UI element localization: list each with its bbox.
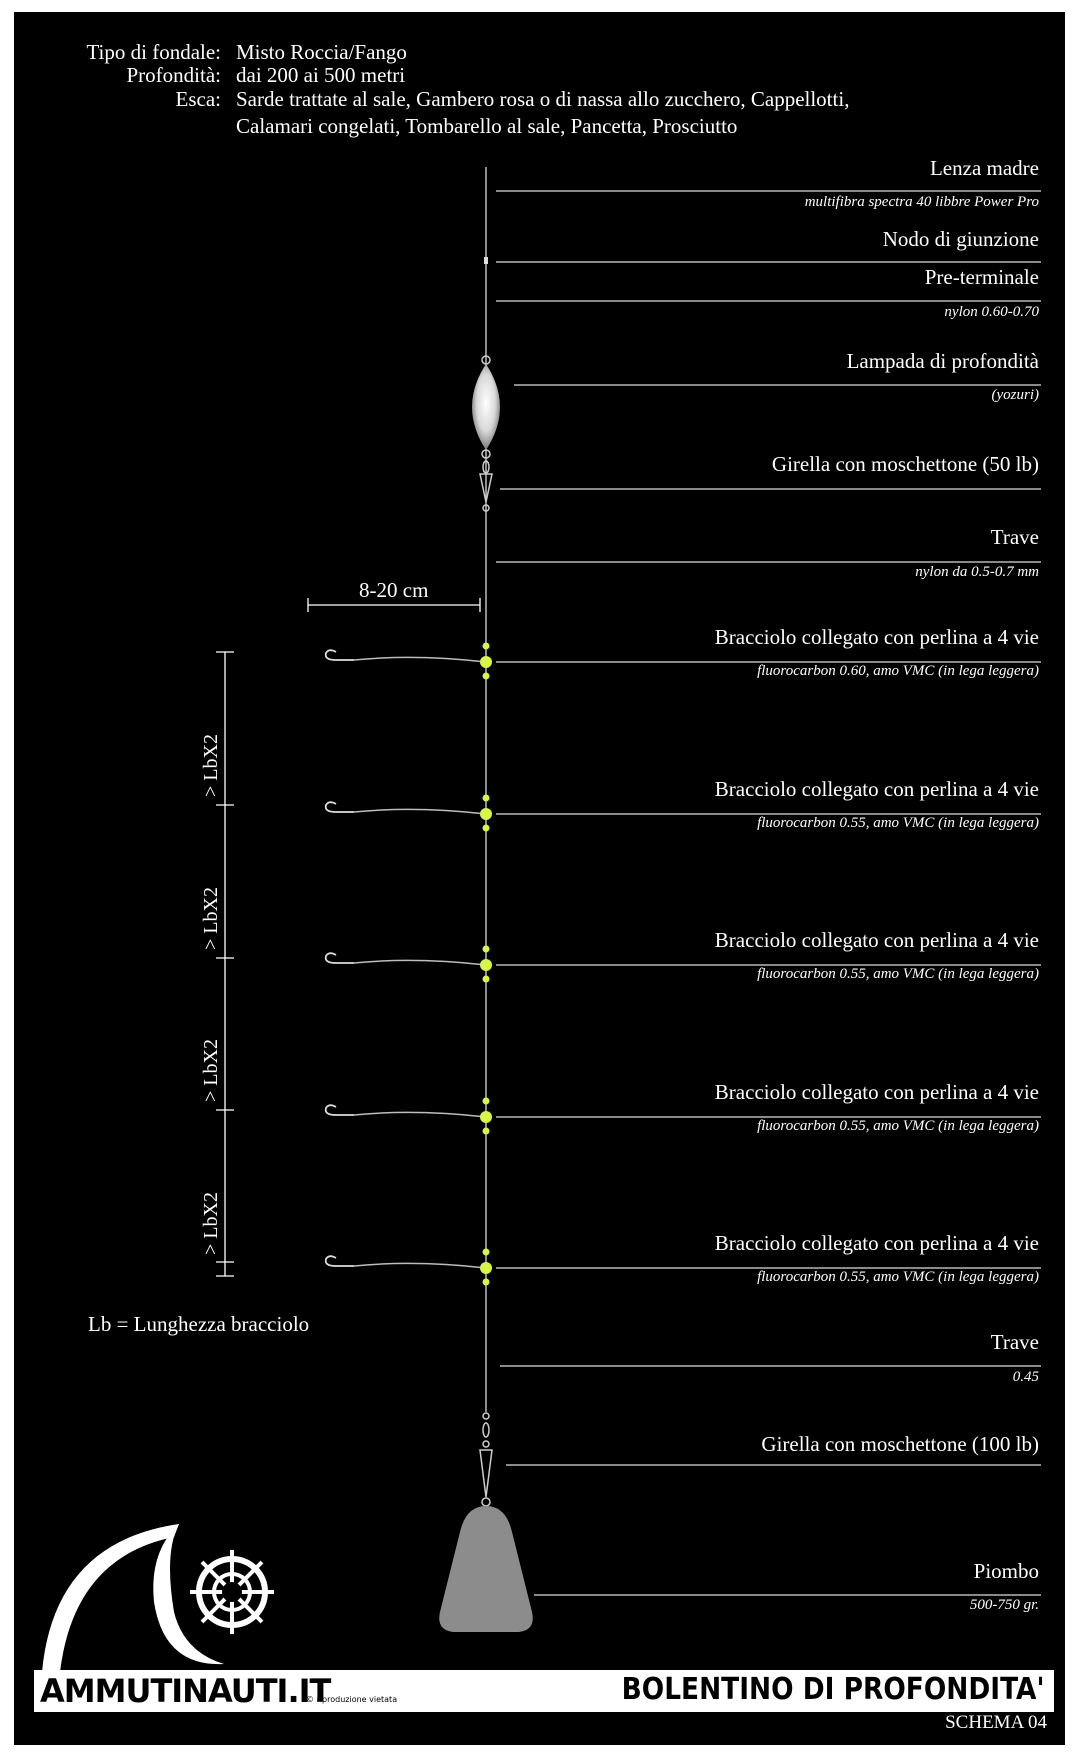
copyright-text: © riproduzione vietata xyxy=(306,1695,398,1704)
sub-lenza-madre: multifibra spectra 40 libbre Power Pro xyxy=(804,194,1039,210)
esca-line-1: Sarde trattate al sale, Gambero rosa o di nassa allo zucchero, Cappellotti, xyxy=(236,87,850,111)
dropper-line xyxy=(354,1263,486,1268)
branch-2 xyxy=(326,795,492,832)
diagram-title: BOLENTINO DI PROFONDITA' xyxy=(622,1672,1045,1707)
diagram-canvas xyxy=(14,12,1065,1745)
sub-trave-2: 0.45 xyxy=(1012,1369,1039,1385)
dropper-line xyxy=(354,657,486,662)
sub-bracciolo-4: fluorocarbon 0.55, amo VMC (in lega leggera) xyxy=(757,1118,1039,1134)
branch-3 xyxy=(326,946,492,983)
branch-1 xyxy=(326,643,492,680)
sub-bracciolo-3: fluorocarbon 0.55, amo VMC (in lega leggera) xyxy=(757,966,1039,982)
bead-icon xyxy=(480,959,492,971)
junction-knot xyxy=(484,257,488,264)
bead-icon xyxy=(480,656,492,668)
label-girella-1: Girella con moschettone (50 lb) xyxy=(771,452,1039,476)
leader-lines xyxy=(496,191,1041,1595)
logo-icon xyxy=(42,1524,274,1672)
label-bracciolo-2: Bracciolo collegato con perlina a 4 vie xyxy=(714,777,1039,801)
spacing-label-2: > LbX2 xyxy=(200,887,222,950)
label-trave-1: Trave xyxy=(990,525,1039,549)
spacing-label-1: > LbX2 xyxy=(200,734,222,797)
lamp-icon xyxy=(472,364,500,450)
label-bracciolo-5: Bracciolo collegato con perlina a 4 vie xyxy=(714,1231,1039,1255)
sinker-icon xyxy=(439,1506,533,1632)
profondita-key: Profondità: xyxy=(126,63,221,87)
fondale-key: Tipo di fondale: xyxy=(86,40,221,64)
dropper-line xyxy=(354,809,486,814)
sub-trave-1: nylon da 0.5-0.7 mm xyxy=(915,564,1039,580)
label-pre-terminale: Pre-terminale xyxy=(924,265,1039,289)
label-nodo: Nodo di giunzione xyxy=(882,227,1039,251)
label-lenza-madre: Lenza madre xyxy=(929,156,1039,180)
label-piombo: Piombo xyxy=(973,1559,1039,1583)
branches-group xyxy=(326,643,492,1286)
sub-lampada: (yozuri) xyxy=(991,387,1039,403)
fondale-value: Misto Roccia/Fango xyxy=(236,40,407,64)
esca-key: Esca: xyxy=(175,87,221,111)
label-bracciolo-1: Bracciolo collegato con perlina a 4 vie xyxy=(714,625,1039,649)
schema-number: SCHEMA 04 xyxy=(945,1712,1047,1733)
bead-icon xyxy=(483,673,490,680)
branch-5 xyxy=(326,1249,492,1286)
bead-icon xyxy=(483,795,490,802)
bead-icon xyxy=(480,1111,492,1123)
bead-icon xyxy=(480,808,492,820)
bead-icon xyxy=(480,1262,492,1274)
sub-pre-terminale: nylon 0.60-0.70 xyxy=(944,304,1039,320)
label-lampada: Lampada di profondità xyxy=(846,349,1039,373)
dropper-line xyxy=(354,1112,486,1117)
bead-icon xyxy=(483,1098,490,1105)
label-bracciolo-3: Bracciolo collegato con perlina a 4 vie xyxy=(714,928,1039,952)
sub-bracciolo-5: fluorocarbon 0.55, amo VMC (in lega leggera) xyxy=(757,1269,1039,1285)
label-bracciolo-4: Bracciolo collegato con perlina a 4 vie xyxy=(714,1080,1039,1104)
bead-icon xyxy=(483,976,490,983)
profondita-value: dai 200 ai 500 metri xyxy=(236,63,406,87)
sub-piombo: 500-750 gr. xyxy=(969,1597,1039,1613)
bead-icon xyxy=(483,1249,490,1256)
sub-bracciolo-2: fluorocarbon 0.55, amo VMC (in lega leggera) xyxy=(757,815,1039,831)
sub-bracciolo-1: fluorocarbon 0.60, amo VMC (in lega leggera) xyxy=(757,663,1039,679)
spacing-label-3: > LbX2 xyxy=(200,1039,222,1102)
dropper-line xyxy=(354,960,486,965)
hook-icon xyxy=(326,650,354,660)
label-girella-2: Girella con moschettone (100 lb) xyxy=(761,1432,1039,1456)
bead-icon xyxy=(483,1128,490,1135)
esca-line-2: Calamari congelati, Tombarello al sale, Pancetta, Prosciutto xyxy=(236,114,738,138)
bead-icon xyxy=(483,825,490,832)
brand-name: AMMUTINAUTI.IT xyxy=(40,1672,331,1710)
hook-icon xyxy=(326,953,354,963)
bead-icon xyxy=(483,946,490,953)
swivel-snap-bottom-icon xyxy=(480,1413,492,1506)
rig-drawing xyxy=(14,12,1065,1745)
dimension-label: 8-20 cm xyxy=(359,578,429,602)
bead-icon xyxy=(483,643,490,650)
hook-icon xyxy=(326,1256,354,1266)
hook-icon xyxy=(326,802,354,812)
spacing-label-4: > LbX2 xyxy=(200,1192,222,1255)
legend-text: Lb = Lunghezza bracciolo xyxy=(88,1312,310,1336)
label-trave-2: Trave xyxy=(990,1330,1039,1354)
hook-icon xyxy=(326,1105,354,1115)
bead-icon xyxy=(483,1279,490,1286)
branch-4 xyxy=(326,1098,492,1135)
